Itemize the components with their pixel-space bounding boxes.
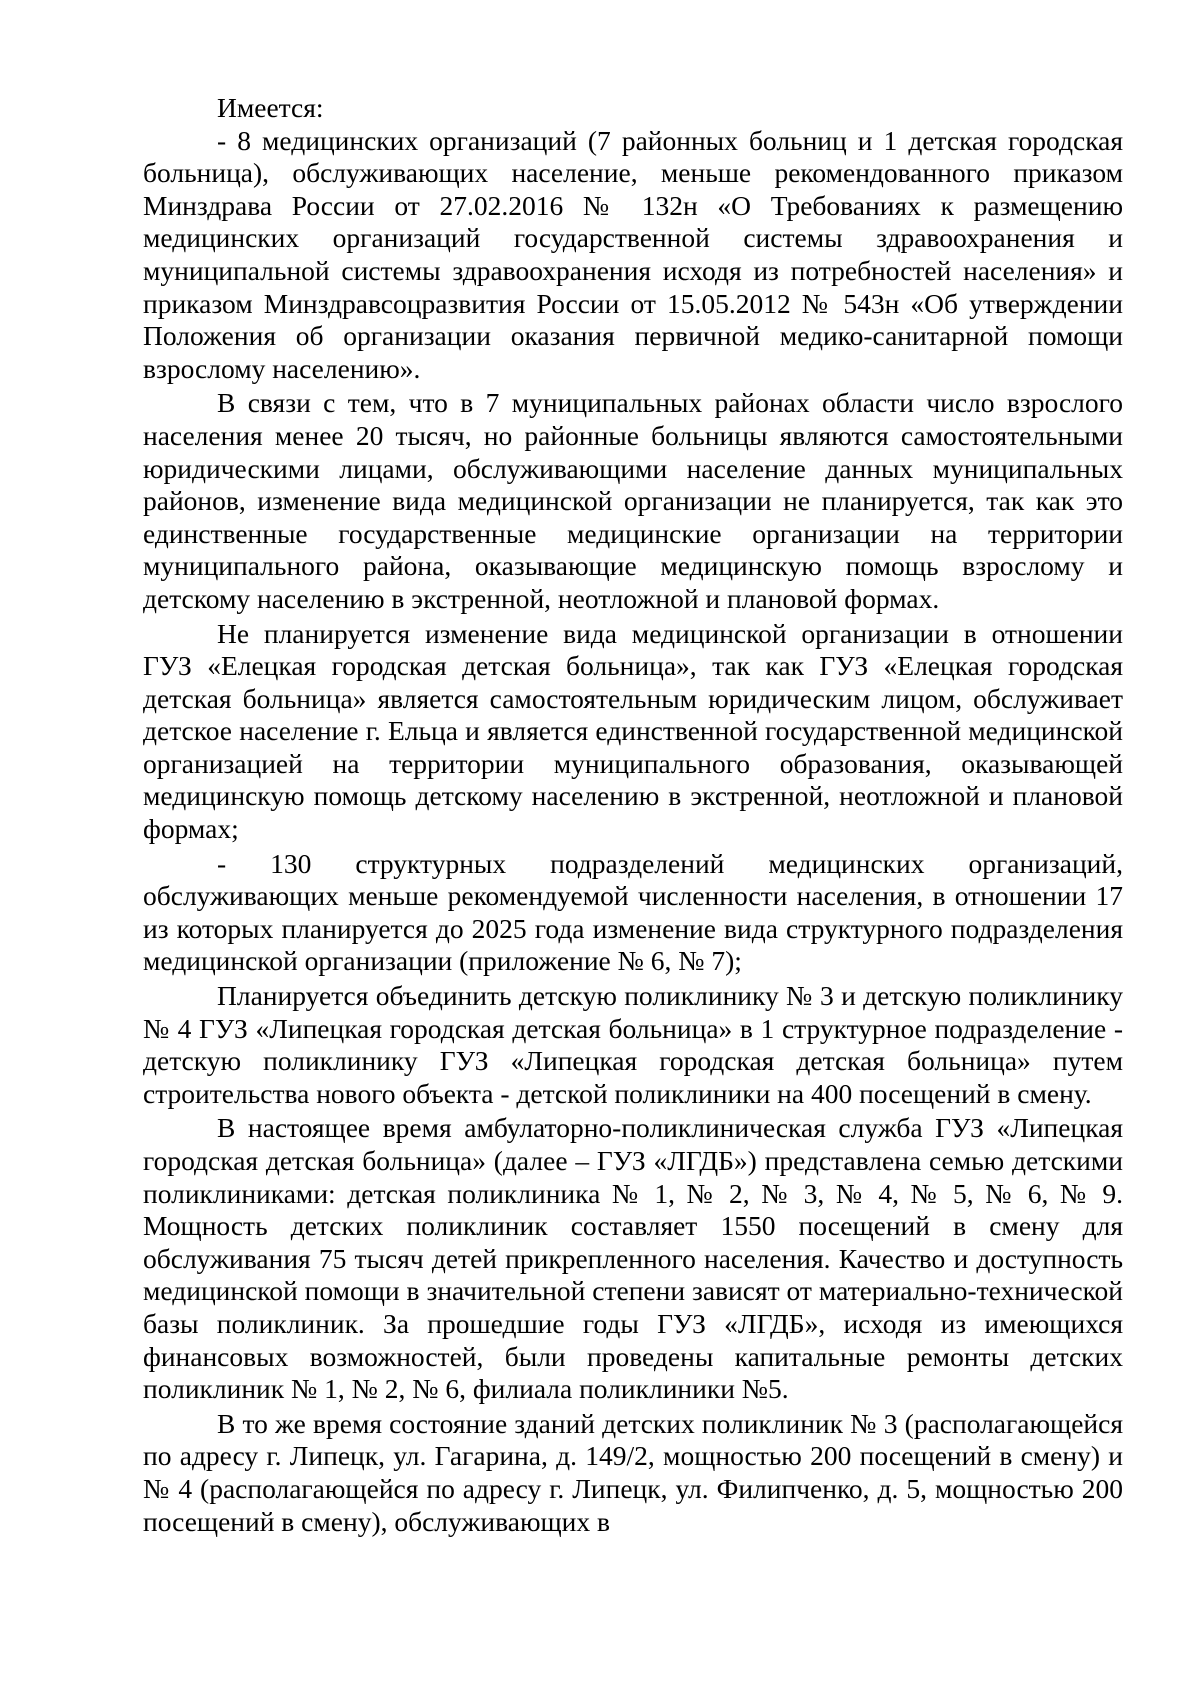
paragraph-building-condition: В то же время состояние зданий детских поликлиник № 3 (располагающейся по адресу г. Липецк, ул. Гагарина, д. 149/2, мощностью 200 посещений в смену) и № 4 (располагающейся по адресу г. Липецк, ул. Филипченко, д. 5, мощностью 200 посещений в смену), обслуживающих в [143, 1407, 1123, 1537]
document-body [143, 92, 1123, 1538]
paragraph-outpatient-service: В настоящее время амбулаторно-поликлиническая служба ГУЗ «Липецкая городская детская больница» (далее – ГУЗ «ЛГДБ») представлена семью детскими поликлиниками: детская поликлиника № 1, № 2, № 3, № 4, № 5, № 6, № 9. Мощность детских поликлиник составляет 1550 посещений в смену для обслуживания 75 тысяч детей прикрепленного населения. Качество и доступность медицинской помощи в значительной степени зависят от материально-технической базы поликлиник. За прошедшие годы ГУЗ «ЛГДБ», исходя из имеющихся финансовых возможностей, были проведены капитальные ремонты детских поликлиник № 1, № 2, № 6, филиала поликлиники №5. [143, 1112, 1123, 1405]
paragraph-merge-polyclinics: Планируется объединить детскую поликлинику № 3 и детскую поликлинику № 4 ГУЗ «Липецкая городская детская больница» в 1 структурное подразделение - детскую поликлинику ГУЗ «Липецкая городская детская больница» путем строительства нового объекта - детской поликлиники на 400 посещений в смену. [143, 980, 1123, 1109]
paragraph-yelets-hospital: Не планируется изменение вида медицинской организации в отношении ГУЗ «Елецкая городская детская больница», так как ГУЗ «Елецкая городская детская больница» является самостоятельным юридическим лицом, обслуживает детское население г. Ельца и является единственной государственной медицинской организацией на территории муниципального образования, оказывающей медицинскую помощь детскому населению в экстренной, неотложной и плановой формах; [143, 617, 1123, 845]
paragraph-medical-organizations: - 8 медицинских организаций (7 районных больниц и 1 детская городская больница), обслуживающих население, меньше рекомендованного приказом Минздрава России от 27.02.2016 № 132н «О Требованиях к размещению медицинских организаций государственной системы здравоохранения и муниципальной системы здравоохранения исходя из потребностей населения» и приказом Минздравсоцразвития России от 15.05.2012 № 543н «Об утверждении Положения об организации оказания первичной медико-санитарной помощи взрослому населению». [143, 124, 1123, 384]
paragraph-heading-available: Имеется: [217, 92, 324, 123]
paragraph-structural-units: - 130 структурных подразделений медицинских организаций, обслуживающих меньше рекомендуемой численности населения, в отношении 17 из которых планируется до 2025 года изменение вида структурного подразделения медицинской организации (приложение № 6, № 7); [143, 847, 1123, 977]
paragraph-municipal-districts: В связи с тем, что в 7 муниципальных районах области число взрослого населения менее 20 тысяч, но районные больницы являются самостоятельными юридическими лицами, обслуживающими население данных муниципальных районов, изменение вида медицинской организации не планируется, так как это единственные государственные медицинские организации на территории муниципального района, оказывающие медицинскую помощь взрослому и детскому населению в экстренной, неотложной и плановой формах. [143, 387, 1123, 614]
